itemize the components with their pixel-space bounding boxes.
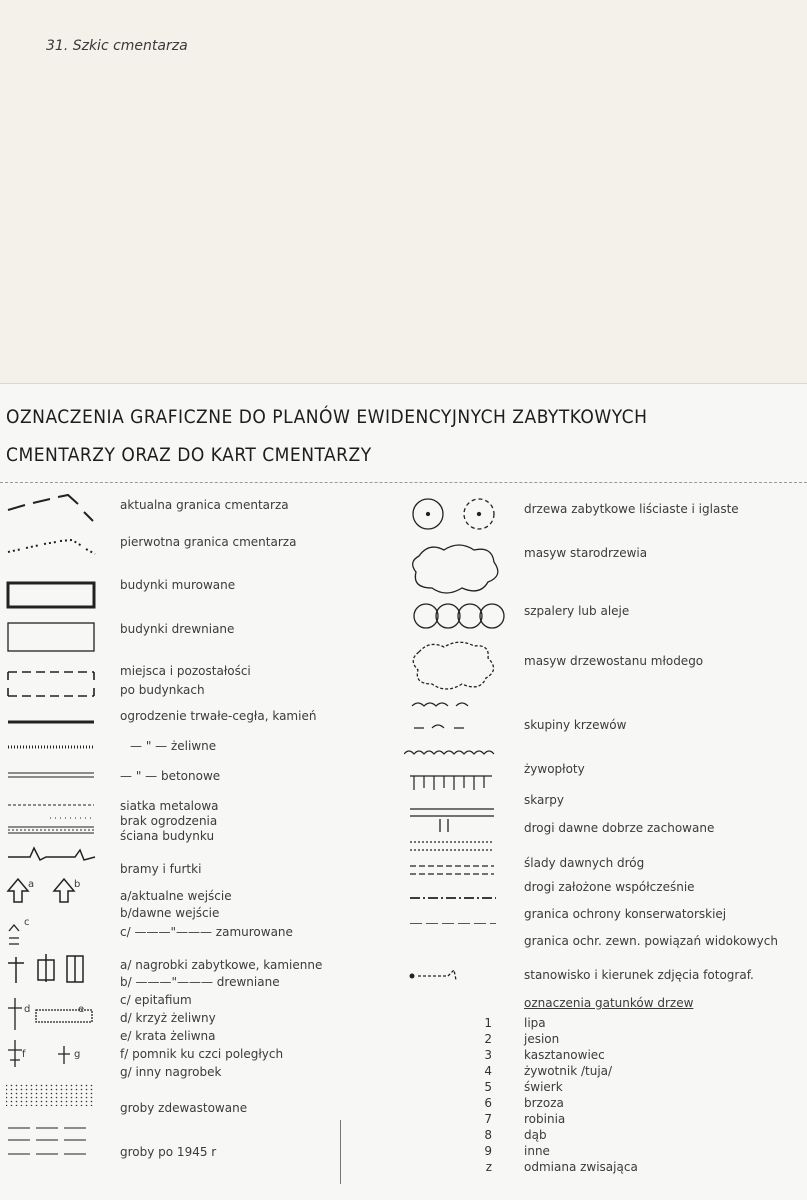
entrance-arrow-symbols — [8, 879, 74, 902]
page-title: 31. Szkic cmentarza — [46, 38, 188, 54]
species-name: dąb — [524, 1128, 547, 1142]
concrete-fence-symbol — [8, 773, 94, 777]
species-number: 3 — [484, 1048, 492, 1062]
letter-f: f — [22, 1049, 26, 1060]
species-number: 4 — [484, 1064, 492, 1078]
legend-label: granica ochrony konserwatorskiej — [524, 907, 727, 921]
monument-symbols — [8, 1040, 70, 1067]
tree-symbols — [413, 499, 494, 529]
shrub-group-symbol — [412, 703, 468, 728]
legend-label: a/ nagrobki zabytkowe, kamienne — [120, 958, 323, 972]
legend-label: ślady dawnych dróg — [524, 856, 645, 870]
road-traces-symbol — [410, 842, 494, 850]
post-1945-graves-symbol — [8, 1128, 86, 1154]
building-remains-symbol — [8, 672, 94, 696]
species-number: z — [485, 1160, 492, 1174]
species-name: inne — [524, 1144, 550, 1158]
avenue-symbol — [414, 604, 504, 628]
species-name: żywotnik /tuja/ — [524, 1064, 613, 1078]
legend-label: — " — żeliwne — [130, 739, 217, 753]
legend-label: miejsca i pozostałości — [120, 664, 251, 678]
letter-d: d — [24, 1004, 31, 1015]
legend-label: budynki drewniane — [120, 622, 235, 636]
legend-label: e/ krata żeliwna — [120, 1029, 216, 1043]
legend-label: groby po 1945 r — [120, 1145, 217, 1159]
devastated-graves-symbol — [6, 1084, 94, 1106]
hedge-symbol — [404, 751, 494, 754]
species-number: 1 — [484, 1016, 492, 1030]
legend-symbols-left — [0, 484, 115, 1200]
legend-label: drogi założone współcześnie — [524, 880, 695, 894]
current-boundary-symbol — [8, 495, 93, 521]
legend-label: aktualna granica cmentarza — [120, 498, 289, 512]
species-heading: oznaczenia gatunków drzew — [524, 996, 694, 1010]
legend-label: skarpy — [524, 793, 564, 807]
legend-label: skupiny krzewów — [524, 718, 627, 732]
legend-symbols-right — [404, 484, 514, 924]
legend-label: szpalery lub aleje — [524, 604, 630, 618]
legend-label: — " — betonowe — [120, 769, 221, 783]
species-name: kasztanowiec — [524, 1048, 605, 1062]
legend-label: po budynkach — [120, 683, 205, 697]
modern-road-symbol — [410, 866, 494, 874]
species-name: lipa — [524, 1016, 546, 1030]
species-number: 7 — [484, 1112, 492, 1126]
legend-label: a/aktualne wejście — [120, 889, 232, 903]
building-wall-symbol — [8, 827, 94, 833]
old-road-symbol — [410, 809, 494, 832]
brick-building-symbol — [8, 583, 94, 607]
escarpment-symbol — [410, 776, 492, 790]
original-boundary-symbol — [8, 540, 95, 554]
legend-label: granica ochr. zewn. powiązań widokowych — [524, 934, 778, 948]
legend-label: drzewa zabytkowe liściaste i iglaste — [524, 502, 739, 516]
column-divider-line — [340, 1120, 341, 1184]
legend-heading-line2: CMENTARZY ORAZ DO KART CMENTARZY — [6, 444, 372, 466]
gate-symbol — [8, 848, 95, 860]
legend-label: d/ krzyż żeliwny — [120, 1011, 216, 1025]
species-number: 5 — [484, 1080, 492, 1094]
legend-label: groby zdewastowane — [120, 1101, 248, 1115]
species-name: robinia — [524, 1112, 566, 1126]
legend-label: drogi dawne dobrze zachowane — [524, 821, 715, 835]
photo-point-symbol — [404, 966, 464, 986]
species-number: 9 — [484, 1144, 492, 1158]
legend-label: ogrodzenie trwałe-cegła, kamień — [120, 709, 317, 723]
letter-b: b — [74, 879, 81, 890]
legend-label: budynki murowane — [120, 578, 236, 592]
old-stand-symbol — [413, 545, 498, 593]
legend-label: brak ogrodzenia — [120, 814, 218, 828]
legend-label: b/ ———"——— drewniane — [120, 975, 280, 989]
walled-entrance-symbol — [9, 925, 19, 944]
legend-label: c/ ———"——— zamurowane — [120, 925, 293, 939]
species-name: jesion — [524, 1032, 560, 1046]
species-number: 2 — [484, 1032, 492, 1046]
legend-label: żywopłoty — [524, 762, 585, 776]
letter-c: c — [24, 917, 30, 928]
grave-symbols — [8, 954, 83, 983]
legend-label: f/ pomnik ku czci poległych — [120, 1047, 284, 1061]
legend-label: pierwotna granica cmentarza — [120, 535, 297, 549]
legend-label: masyw drzewostanu młodego — [524, 654, 704, 668]
legend-label: c/ epitafium — [120, 993, 192, 1007]
letter-e: e — [78, 1004, 85, 1015]
legend-label: stanowisko i kierunek zdjęcia fotograf. — [524, 968, 754, 982]
letter-a: a — [28, 879, 35, 890]
letter-g: g — [74, 1049, 81, 1060]
young-stand-symbol — [413, 642, 493, 689]
legend-label: ściana budynku — [120, 829, 215, 843]
species-name: odmiana zwisająca — [524, 1160, 638, 1174]
legend-label: masyw starodrzewia — [524, 546, 648, 560]
wooden-building-symbol — [8, 623, 94, 651]
divider — [0, 482, 807, 483]
legend-label: g/ inny nagrobek — [120, 1065, 222, 1079]
species-name: świerk — [524, 1080, 563, 1094]
legend-label: bramy i furtki — [120, 862, 202, 876]
legend-label: b/dawne wejście — [120, 906, 220, 920]
legend-label: siatka metalowa — [120, 799, 219, 813]
legend-sheet — [0, 383, 807, 1200]
species-number: 8 — [484, 1128, 492, 1142]
legend-heading-line1: OZNACZENIA GRAFICZNE DO PLANÓW EWIDENCYJNYCH ZABYTKOWYCH — [6, 406, 648, 428]
species-name: brzoza — [524, 1096, 564, 1110]
species-number: 6 — [484, 1096, 492, 1110]
